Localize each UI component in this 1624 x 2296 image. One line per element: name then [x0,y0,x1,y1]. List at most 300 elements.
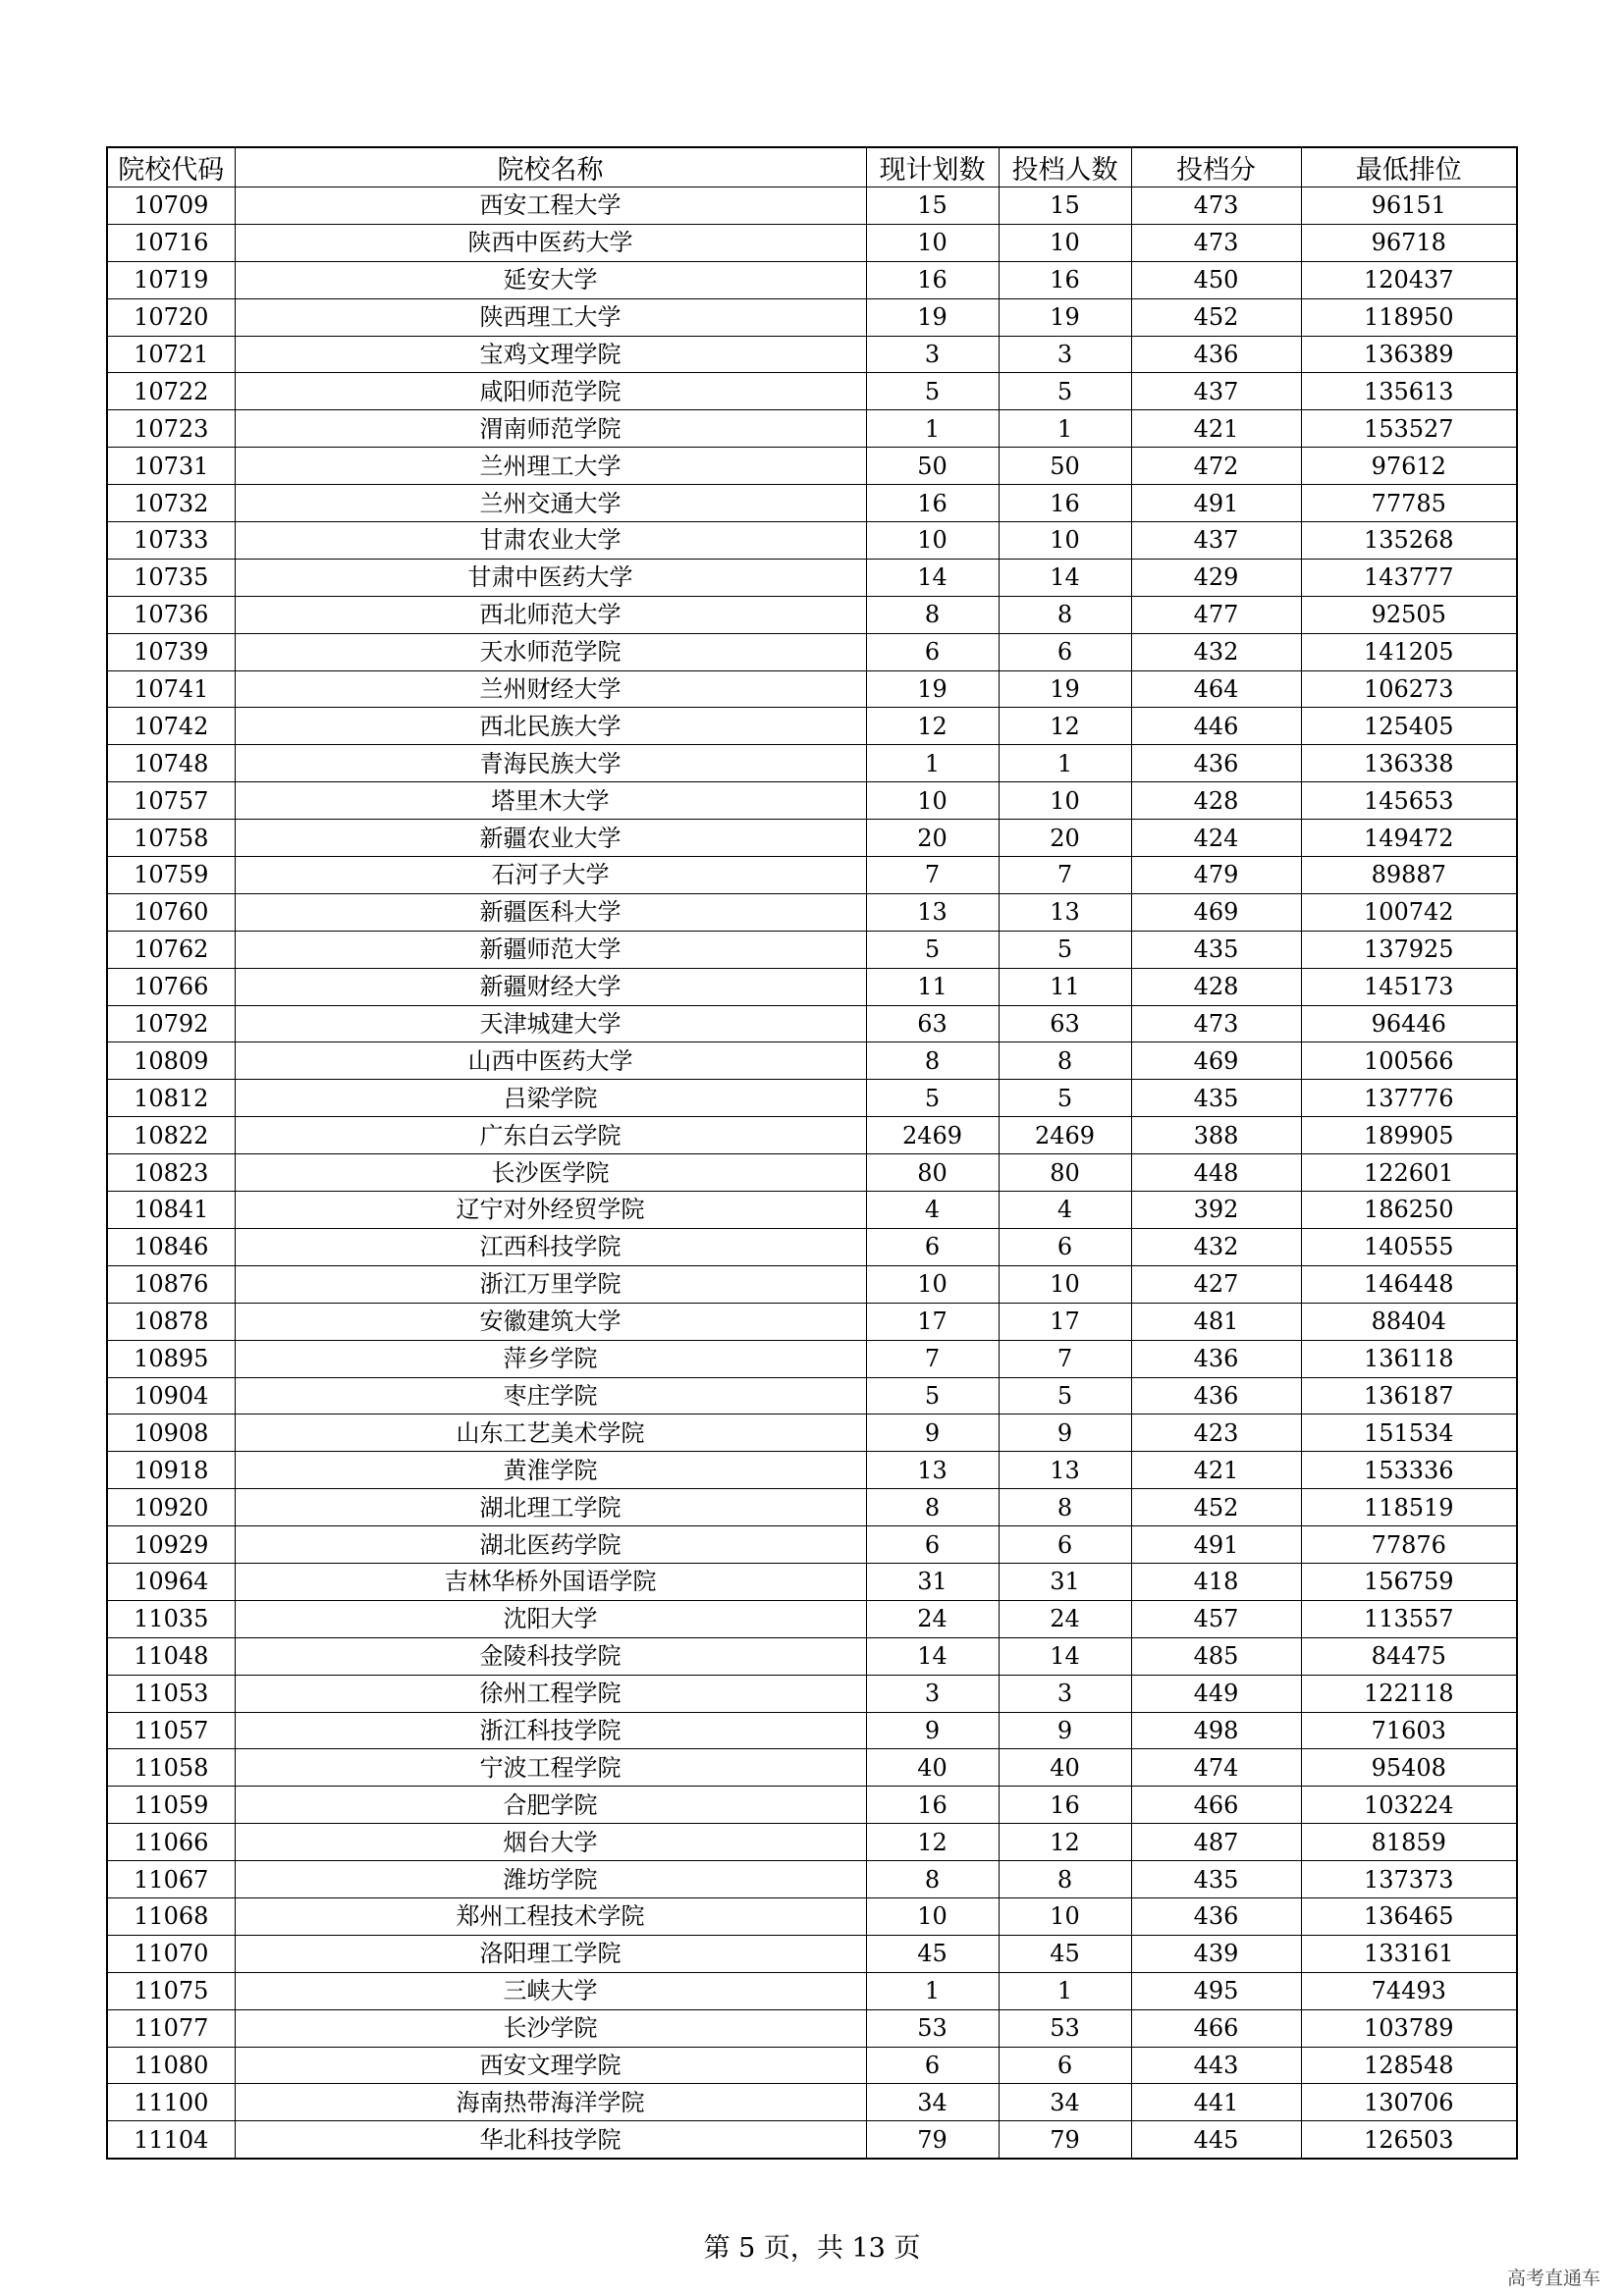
cell-cutoff-score: 423 [1131,1415,1301,1452]
cell-school-name: 延安大学 [235,261,866,298]
cell-school-code: 11035 [107,1600,235,1637]
cell-school-code: 10735 [107,559,235,596]
cell-planned-count: 9 [866,1712,999,1749]
cell-school-name: 潍坊学院 [235,1861,866,1898]
cell-admitted-count: 5 [999,1080,1131,1117]
cell-lowest-rank: 71603 [1301,1712,1517,1749]
cell-planned-count: 5 [866,1080,999,1117]
cell-planned-count: 3 [866,336,999,373]
cell-planned-count: 14 [866,1637,999,1675]
cell-planned-count: 45 [866,1935,999,1972]
cell-cutoff-score: 421 [1131,410,1301,448]
table-row [107,2047,1517,2084]
cell-school-name: 青海民族大学 [235,745,866,782]
table-row [107,596,1517,633]
cell-lowest-rank: 77876 [1301,1526,1517,1564]
cell-school-code: 10732 [107,485,235,522]
cell-lowest-rank: 100566 [1301,1042,1517,1080]
cell-school-name: 郑州工程技术学院 [235,1897,866,1935]
cell-lowest-rank: 137925 [1301,931,1517,968]
cell-admitted-count: 13 [999,893,1131,931]
cell-school-name: 金陵科技学院 [235,1637,866,1675]
cell-school-code: 10721 [107,336,235,373]
cell-school-name: 陕西理工大学 [235,298,866,336]
cell-planned-count: 40 [866,1749,999,1787]
cell-lowest-rank: 145653 [1301,782,1517,820]
cell-cutoff-score: 428 [1131,782,1301,820]
cell-school-name: 浙江万里学院 [235,1265,866,1303]
cell-planned-count: 8 [866,596,999,633]
cell-planned-count: 24 [866,1600,999,1637]
cell-lowest-rank: 92505 [1301,596,1517,633]
cell-school-name: 江西科技学院 [235,1228,866,1265]
cell-school-name: 石河子大学 [235,857,866,894]
cell-planned-count: 7 [866,1340,999,1377]
cell-planned-count: 1 [866,1972,999,2009]
cell-school-code: 10878 [107,1303,235,1340]
cell-school-name: 宝鸡文理学院 [235,336,866,373]
cell-planned-count: 10 [866,1265,999,1303]
cell-school-code: 10722 [107,373,235,410]
cell-school-name: 新疆农业大学 [235,820,866,857]
cell-planned-count: 8 [866,1042,999,1080]
cell-admitted-count: 6 [999,1228,1131,1265]
cell-school-name: 山西中医药大学 [235,1042,866,1080]
cell-school-name: 湖北医药学院 [235,1526,866,1564]
cell-school-name: 吉林华桥外国语学院 [235,1563,866,1600]
cell-cutoff-score: 435 [1131,1080,1301,1117]
table-row [107,1415,1517,1452]
cell-lowest-rank: 95408 [1301,1749,1517,1787]
cell-admitted-count: 3 [999,1675,1131,1712]
cell-school-code: 11080 [107,2047,235,2084]
cell-admitted-count: 17 [999,1303,1131,1340]
cell-cutoff-score: 449 [1131,1675,1301,1712]
cell-cutoff-score: 437 [1131,373,1301,410]
cell-planned-count: 16 [866,1787,999,1824]
cell-admitted-count: 12 [999,708,1131,745]
cell-school-name: 长沙医学院 [235,1154,866,1192]
table-row [107,1712,1517,1749]
cell-school-code: 11053 [107,1675,235,1712]
cell-school-name: 兰州财经大学 [235,670,866,708]
cell-lowest-rank: 137776 [1301,1080,1517,1117]
cell-admitted-count: 10 [999,224,1131,261]
table-row [107,187,1517,225]
cell-admitted-count: 16 [999,1787,1131,1824]
cell-lowest-rank: 156759 [1301,1563,1517,1600]
cell-lowest-rank: 74493 [1301,1972,1517,2009]
cell-planned-count: 10 [866,782,999,820]
cell-school-name: 海南热带海洋学院 [235,2084,866,2121]
cell-planned-count: 5 [866,931,999,968]
cell-admitted-count: 15 [999,187,1131,225]
cell-planned-count: 14 [866,559,999,596]
cell-school-code: 10742 [107,708,235,745]
cell-cutoff-score: 487 [1131,1824,1301,1861]
cell-lowest-rank: 140555 [1301,1228,1517,1265]
cell-cutoff-score: 446 [1131,708,1301,745]
cell-lowest-rank: 125405 [1301,708,1517,745]
cell-cutoff-score: 469 [1131,893,1301,931]
cell-admitted-count: 9 [999,1712,1131,1749]
cell-school-name: 塔里木大学 [235,782,866,820]
cell-lowest-rank: 97612 [1301,448,1517,485]
table-row [107,1749,1517,1787]
cell-admitted-count: 24 [999,1600,1131,1637]
table-row [107,559,1517,596]
cell-lowest-rank: 118950 [1301,298,1517,336]
cell-cutoff-score: 452 [1131,1489,1301,1526]
cell-school-name: 西安工程大学 [235,187,866,225]
cell-school-name: 徐州工程学院 [235,1675,866,1712]
cell-school-name: 辽宁对外经贸学院 [235,1192,866,1229]
table-row [107,1637,1517,1675]
cell-planned-count: 17 [866,1303,999,1340]
cell-school-code: 11058 [107,1749,235,1787]
cell-admitted-count: 31 [999,1563,1131,1600]
cell-admitted-count: 40 [999,1749,1131,1787]
cell-planned-count: 6 [866,1228,999,1265]
cell-school-code: 10904 [107,1377,235,1415]
cell-planned-count: 31 [866,1563,999,1600]
table-row [107,1787,1517,1824]
cell-school-name: 陕西中医药大学 [235,224,866,261]
cell-school-name: 甘肃农业大学 [235,522,866,560]
cell-planned-count: 50 [866,448,999,485]
cell-school-code: 10760 [107,893,235,931]
cell-school-code: 10766 [107,968,235,1005]
cell-admitted-count: 53 [999,2009,1131,2047]
cell-cutoff-score: 436 [1131,1377,1301,1415]
cell-planned-count: 34 [866,2084,999,2121]
cell-lowest-rank: 84475 [1301,1637,1517,1675]
table-row [107,1154,1517,1192]
table-row [107,448,1517,485]
cell-cutoff-score: 457 [1131,1600,1301,1637]
table-row [107,522,1517,560]
cell-planned-count: 15 [866,187,999,225]
cell-planned-count: 13 [866,1452,999,1489]
cell-cutoff-score: 466 [1131,1787,1301,1824]
cell-lowest-rank: 135268 [1301,522,1517,560]
table-row [107,373,1517,410]
cell-cutoff-score: 392 [1131,1192,1301,1229]
cell-cutoff-score: 436 [1131,745,1301,782]
cell-lowest-rank: 135613 [1301,373,1517,410]
cell-school-code: 11067 [107,1861,235,1898]
cell-admitted-count: 9 [999,1415,1131,1452]
cell-lowest-rank: 100742 [1301,893,1517,931]
cell-school-code: 10759 [107,857,235,894]
cell-planned-count: 10 [866,224,999,261]
table-row [107,1489,1517,1526]
cell-lowest-rank: 136118 [1301,1340,1517,1377]
cell-school-code: 11104 [107,2121,235,2159]
table-row [107,410,1517,448]
cell-school-name: 甘肃中医药大学 [235,559,866,596]
cell-cutoff-score: 491 [1131,1526,1301,1564]
cell-lowest-rank: 103789 [1301,2009,1517,2047]
cell-planned-count: 3 [866,1675,999,1712]
cell-planned-count: 1 [866,410,999,448]
cell-school-code: 10709 [107,187,235,225]
cell-school-code: 10920 [107,1489,235,1526]
cell-school-code: 10762 [107,931,235,968]
cell-admitted-count: 16 [999,261,1131,298]
cell-admitted-count: 80 [999,1154,1131,1192]
cell-lowest-rank: 106273 [1301,670,1517,708]
cell-school-name: 烟台大学 [235,1824,866,1861]
table-row [107,1675,1517,1712]
cell-school-name: 长沙学院 [235,2009,866,2047]
cell-lowest-rank: 189905 [1301,1117,1517,1154]
table-row [107,2009,1517,2047]
cell-cutoff-score: 436 [1131,1897,1301,1935]
cell-school-code: 10733 [107,522,235,560]
table-row [107,1452,1517,1489]
admission-table [106,146,1518,2160]
cell-planned-count: 53 [866,2009,999,2047]
cell-cutoff-score: 432 [1131,633,1301,670]
cell-school-name: 沈阳大学 [235,1600,866,1637]
table-row [107,485,1517,522]
cell-admitted-count: 8 [999,596,1131,633]
table-row [107,1600,1517,1637]
cell-planned-count: 1 [866,745,999,782]
cell-school-code: 10929 [107,1526,235,1564]
cell-admitted-count: 34 [999,2084,1131,2121]
cell-cutoff-score: 452 [1131,298,1301,336]
table-row [107,1005,1517,1042]
cell-cutoff-score: 498 [1131,1712,1301,1749]
cell-school-name: 山东工艺美术学院 [235,1415,866,1452]
cell-school-name: 兰州理工大学 [235,448,866,485]
cell-cutoff-score: 445 [1131,2121,1301,2159]
header-lowest-rank: 最低排位 [1301,147,1517,187]
cell-school-name: 西北民族大学 [235,708,866,745]
cell-school-code: 10719 [107,261,235,298]
table-row [107,1935,1517,1972]
cell-admitted-count: 20 [999,820,1131,857]
cell-school-name: 合肥学院 [235,1787,866,1824]
cell-cutoff-score: 473 [1131,224,1301,261]
cell-school-code: 11077 [107,2009,235,2047]
table-row [107,820,1517,857]
cell-admitted-count: 1 [999,410,1131,448]
cell-school-name: 西北师范大学 [235,596,866,633]
table-row [107,968,1517,1005]
cell-admitted-count: 14 [999,1637,1131,1675]
table-row [107,224,1517,261]
cell-school-code: 10812 [107,1080,235,1117]
cell-lowest-rank: 153336 [1301,1452,1517,1489]
cell-lowest-rank: 137373 [1301,1861,1517,1898]
table-row [107,745,1517,782]
cell-school-code: 10895 [107,1340,235,1377]
cell-admitted-count: 3 [999,336,1131,373]
cell-lowest-rank: 88404 [1301,1303,1517,1340]
cell-school-code: 11048 [107,1637,235,1675]
cell-admitted-count: 4 [999,1192,1131,1229]
cell-cutoff-score: 388 [1131,1117,1301,1154]
cell-school-code: 10841 [107,1192,235,1229]
table-row [107,1303,1517,1340]
cell-school-code: 11059 [107,1787,235,1824]
cell-school-name: 渭南师范学院 [235,410,866,448]
cell-lowest-rank: 136465 [1301,1897,1517,1935]
cell-cutoff-score: 477 [1131,596,1301,633]
cell-cutoff-score: 427 [1131,1265,1301,1303]
cell-planned-count: 12 [866,708,999,745]
cell-planned-count: 8 [866,1861,999,1898]
cell-school-name: 新疆财经大学 [235,968,866,1005]
cell-cutoff-score: 479 [1131,857,1301,894]
cell-cutoff-score: 418 [1131,1563,1301,1600]
cell-cutoff-score: 436 [1131,336,1301,373]
cell-cutoff-score: 432 [1131,1228,1301,1265]
cell-admitted-count: 10 [999,522,1131,560]
cell-planned-count: 12 [866,1824,999,1861]
cell-school-name: 吕梁学院 [235,1080,866,1117]
table-row [107,1563,1517,1600]
cell-planned-count: 11 [866,968,999,1005]
table-row [107,261,1517,298]
cell-admitted-count: 19 [999,670,1131,708]
cell-planned-count: 16 [866,485,999,522]
cell-cutoff-score: 435 [1131,931,1301,968]
cell-lowest-rank: 89887 [1301,857,1517,894]
cell-lowest-rank: 103224 [1301,1787,1517,1824]
header-admitted-count: 投档人数 [999,147,1131,187]
table-row [107,893,1517,931]
table-row [107,1824,1517,1861]
cell-planned-count: 6 [866,633,999,670]
cell-cutoff-score: 473 [1131,187,1301,225]
header-planned-count: 现计划数 [866,147,999,187]
cell-lowest-rank: 136187 [1301,1377,1517,1415]
cell-admitted-count: 11 [999,968,1131,1005]
cell-lowest-rank: 149472 [1301,820,1517,857]
cell-admitted-count: 12 [999,1824,1131,1861]
table-row [107,633,1517,670]
cell-cutoff-score: 495 [1131,1972,1301,2009]
table-row [107,2121,1517,2159]
cell-admitted-count: 6 [999,2047,1131,2084]
table-row [107,336,1517,373]
cell-cutoff-score: 448 [1131,1154,1301,1192]
cell-school-code: 10846 [107,1228,235,1265]
cell-school-name: 新疆医科大学 [235,893,866,931]
cell-school-code: 10964 [107,1563,235,1600]
cell-admitted-count: 63 [999,1005,1131,1042]
cell-cutoff-score: 443 [1131,2047,1301,2084]
cell-admitted-count: 45 [999,1935,1131,1972]
cell-school-code: 10716 [107,224,235,261]
page-number: 第 5 页，共 13 页 [703,2233,921,2264]
cell-lowest-rank: 120437 [1301,261,1517,298]
cell-cutoff-score: 466 [1131,2009,1301,2047]
cell-admitted-count: 6 [999,1526,1131,1564]
cell-admitted-count: 5 [999,373,1131,410]
table-row [107,1526,1517,1564]
cell-cutoff-score: 435 [1131,1861,1301,1898]
cell-school-code: 11100 [107,2084,235,2121]
cell-lowest-rank: 186250 [1301,1192,1517,1229]
table-row [107,1972,1517,2009]
cell-admitted-count: 8 [999,1861,1131,1898]
cell-planned-count: 13 [866,893,999,931]
table-body [107,187,1517,2160]
cell-school-code: 10748 [107,745,235,782]
cell-school-name: 萍乡学院 [235,1340,866,1377]
cell-school-name: 浙江科技学院 [235,1712,866,1749]
table-row [107,1861,1517,1898]
cell-school-name: 华北科技学院 [235,2121,866,2159]
cell-lowest-rank: 96718 [1301,224,1517,261]
cell-admitted-count: 10 [999,1265,1131,1303]
cell-lowest-rank: 130706 [1301,2084,1517,2121]
table-row [107,2084,1517,2121]
cell-admitted-count: 2469 [999,1117,1131,1154]
cell-admitted-count: 10 [999,1897,1131,1935]
cell-cutoff-score: 472 [1131,448,1301,485]
cell-lowest-rank: 77785 [1301,485,1517,522]
table-row [107,1042,1517,1080]
table-row [107,931,1517,968]
cell-lowest-rank: 151534 [1301,1415,1517,1452]
cell-planned-count: 79 [866,2121,999,2159]
cell-planned-count: 6 [866,1526,999,1564]
cell-school-code: 10876 [107,1265,235,1303]
cell-school-code: 10757 [107,782,235,820]
cell-school-code: 10823 [107,1154,235,1192]
cell-school-code: 10822 [107,1117,235,1154]
cell-cutoff-score: 473 [1131,1005,1301,1042]
cell-lowest-rank: 96151 [1301,187,1517,225]
cell-admitted-count: 50 [999,448,1131,485]
cell-school-code: 10809 [107,1042,235,1080]
cell-admitted-count: 5 [999,1377,1131,1415]
cell-admitted-count: 7 [999,1340,1131,1377]
cell-school-name: 宁波工程学院 [235,1749,866,1787]
cell-lowest-rank: 96446 [1301,1005,1517,1042]
cell-school-code: 10758 [107,820,235,857]
cell-lowest-rank: 118519 [1301,1489,1517,1526]
cell-lowest-rank: 136338 [1301,745,1517,782]
header-school-code: 院校代码 [107,147,235,187]
cell-school-name: 新疆师范大学 [235,931,866,968]
cell-cutoff-score: 429 [1131,559,1301,596]
cell-school-name: 咸阳师范学院 [235,373,866,410]
cell-cutoff-score: 474 [1131,1749,1301,1787]
cell-school-code: 10741 [107,670,235,708]
table-row [107,1117,1517,1154]
cell-lowest-rank: 143777 [1301,559,1517,596]
cell-lowest-rank: 133161 [1301,1935,1517,1972]
table-row [107,782,1517,820]
cell-lowest-rank: 126503 [1301,2121,1517,2159]
cell-cutoff-score: 441 [1131,2084,1301,2121]
cell-cutoff-score: 464 [1131,670,1301,708]
cell-cutoff-score: 428 [1131,968,1301,1005]
cell-school-name: 三峡大学 [235,1972,866,2009]
table-row [107,1340,1517,1377]
table-row [107,1228,1517,1265]
cell-school-code: 11068 [107,1897,235,1935]
cell-cutoff-score: 469 [1131,1042,1301,1080]
cell-cutoff-score: 421 [1131,1452,1301,1489]
